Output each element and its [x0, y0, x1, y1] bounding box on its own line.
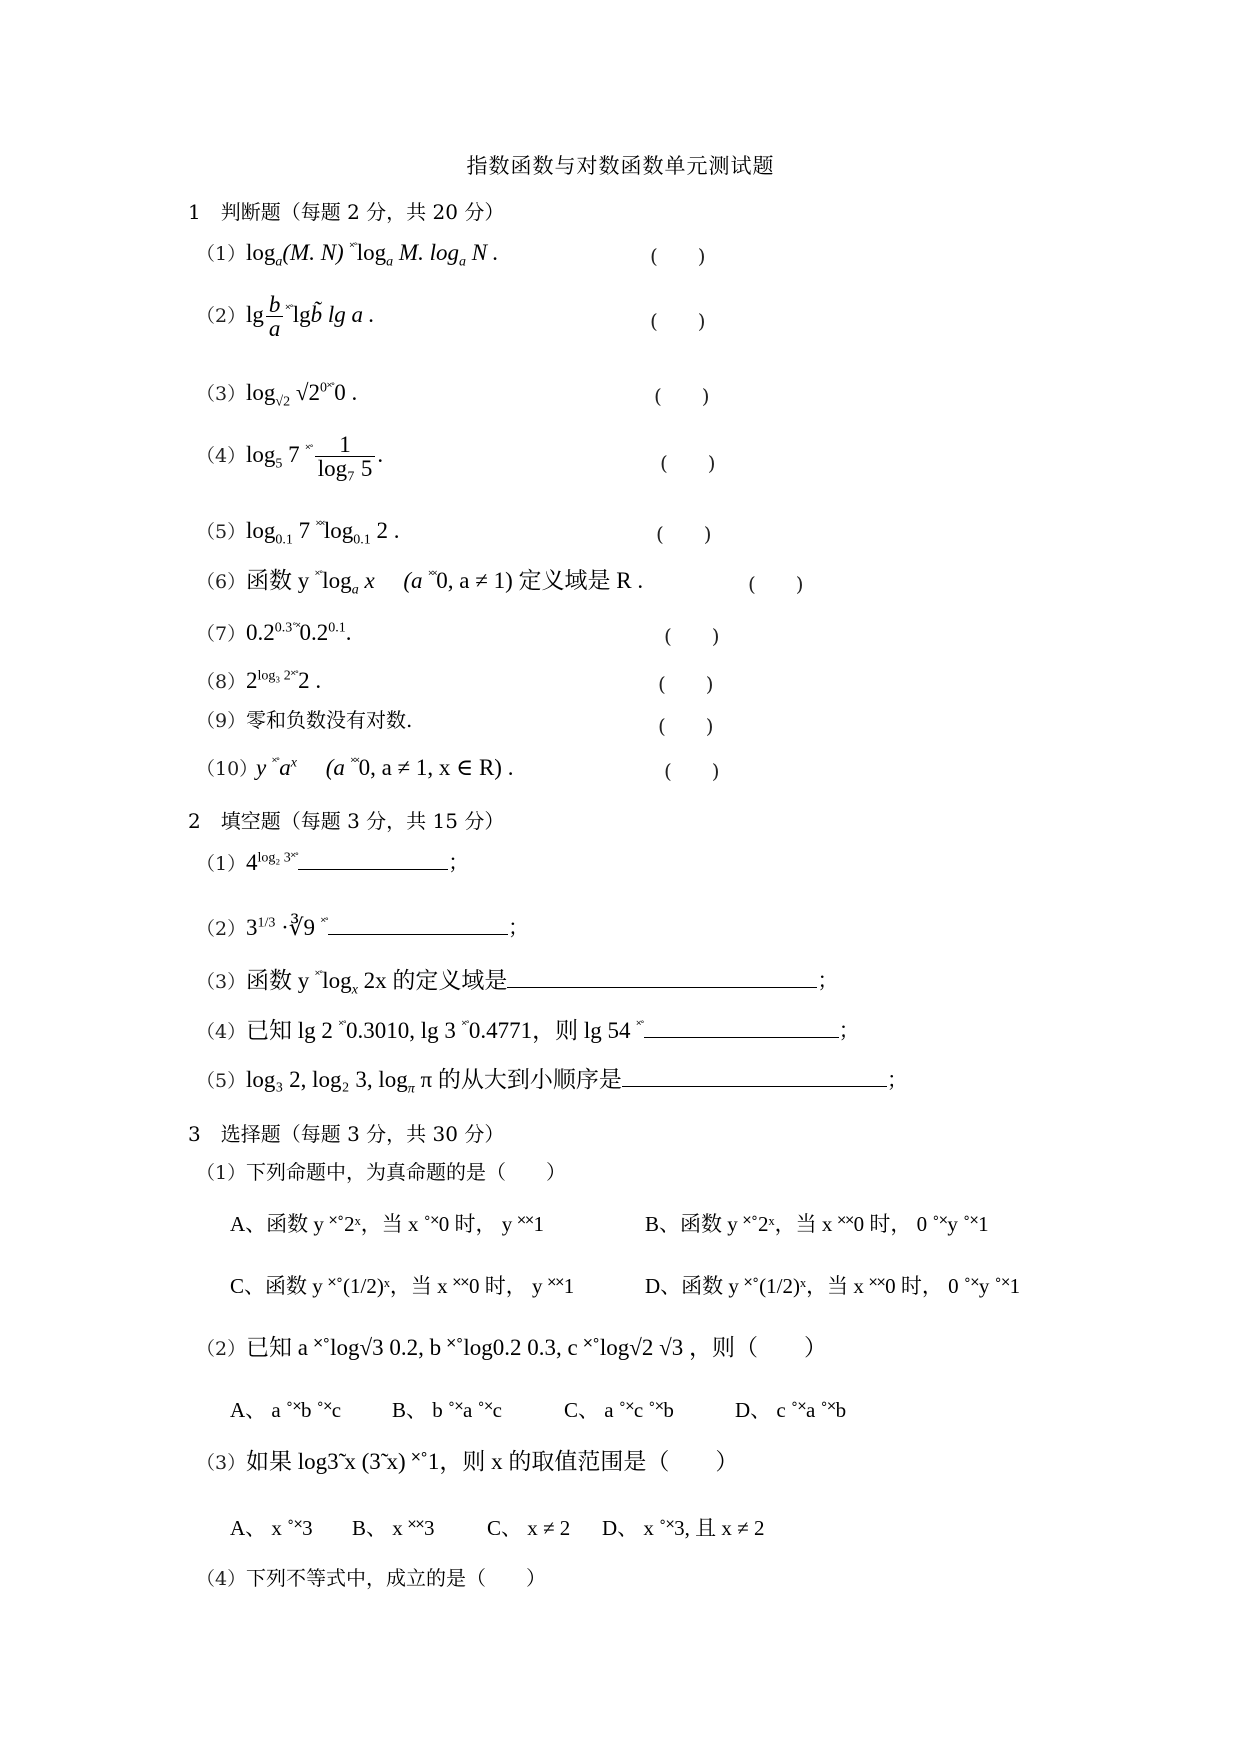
- choice-3-option-a[interactable]: A、 x ˚˟3: [230, 1516, 313, 1540]
- section-heading-fill: 2 填空题（每题 3 分，共 15 分）: [188, 809, 505, 833]
- judge-item-4: $(4)\log_5$ 7 ˟˚ $\frac{1}{\text{log₇ 5}}$ .: [196, 432, 384, 481]
- answer-paren-2[interactable]: ( ): [650, 309, 706, 333]
- choice-3-option-b[interactable]: B、 x ˟˟3: [352, 1516, 435, 1540]
- choice-1-option-a[interactable]: A、函数 y ˟˚2ˣ，当 x ˚˟0 时， y ˟˟1: [230, 1212, 545, 1236]
- answer-paren-6[interactable]: ( ): [748, 572, 804, 596]
- answer-paren-4[interactable]: ( ): [660, 451, 716, 475]
- fill-blank-2[interactable]: [328, 916, 508, 935]
- judge-item-10: （10）y $^{˟˚}a^x$ (a ˟˟0, a ≠ 1, x ∈ R) .: [196, 754, 514, 780]
- choice-item-3-stem: （3）如果 log3̃ x (3̃ x) ˟˚1，则 x 的取值范围是（ ）: [196, 1449, 739, 1474]
- fill-item-5: （5）log₃ 2, log₂ 3, $\log_\pi \pi$ 的从大到小顺序是 ；: [196, 1067, 908, 1097]
- choice-3-option-c[interactable]: C、 x ≠ 2: [487, 1516, 571, 1540]
- answer-paren-3[interactable]: ( ): [654, 384, 710, 408]
- judge-item-8: $(8)2^{log_3 2˟˚}2$ .: [196, 667, 322, 693]
- answer-paren-1[interactable]: ( ): [650, 244, 706, 268]
- judge-item-6: （6）函数 y $^{˟˚}\log_a$ x (a ˟˟0, a ≠ 1) 定义域是 R .: [196, 567, 644, 598]
- section-heading-choice: 3 选择题（每题 3 分，共 30 分）: [188, 1122, 505, 1146]
- answer-paren-8[interactable]: ( ): [658, 672, 714, 696]
- judge-item-7: $(7)0.2^{0.3˚˟}0.2^{0.1}$.: [196, 619, 352, 645]
- judge-item-2: （2）lg $\frac{b}{a}$ ˟˚lgb̃ lg a .: [196, 292, 375, 341]
- fill-item-1: $(1)4^{log_2 3˟˚}$ ；: [196, 849, 470, 875]
- choice-3-option-d[interactable]: D、 x ˚˟3, 且 x ≠ 2: [602, 1516, 765, 1540]
- choice-item-1-stem: （1）下列命题中，为真命题的是（ ）: [196, 1160, 566, 1184]
- fill-blank-4[interactable]: [644, 1019, 839, 1038]
- fill-blank-1[interactable]: [298, 851, 448, 870]
- judge-item-5: $(5)\log_{0.1}$ 7 $^{˟˟}\log_{0.1}$ 2 .: [196, 517, 400, 548]
- fill-item-2: $(2)3^{1/3}$ ·∛9 ˟˚ ；: [196, 914, 530, 940]
- judge-item-1: $(1)\log_a(M$. N) $^{˟˚}\log_a$ M. $\log_a N$ .: [196, 239, 499, 270]
- choice-1-option-c[interactable]: C、函数 y ˟˚(1/2)ˣ，当 x ˟˟0 时， y ˟˟1: [230, 1274, 575, 1298]
- section-heading-judge: 1 判断题（每题 2 分，共 20 分）: [188, 200, 505, 224]
- answer-paren-9[interactable]: ( ): [658, 714, 714, 738]
- fill-blank-5[interactable]: [622, 1068, 887, 1087]
- fill-item-3: （3）函数 y $^{˟˚}\log_x$ 2x 的定义域是 ；: [196, 967, 839, 998]
- answer-paren-7[interactable]: ( ): [664, 624, 720, 648]
- choice-2-option-a[interactable]: A、 a ˚˟b ˚˟c: [230, 1398, 342, 1422]
- choice-2-option-d[interactable]: D、 c ˚˟a ˚˟b: [735, 1398, 847, 1422]
- answer-paren-10[interactable]: ( ): [664, 759, 720, 783]
- choice-2-option-b[interactable]: B、 b ˚˟a ˚˟c: [392, 1398, 502, 1422]
- choice-1-option-d[interactable]: D、函数 y ˟˚(1/2)ˣ，当 x ˟˟0 时， 0 ˚˟y ˚˟1: [645, 1274, 1021, 1298]
- page-title: 指数函数与对数函数单元测试题: [466, 154, 775, 178]
- choice-item-4-stem: （4）下列不等式中，成立的是（ ）: [196, 1566, 546, 1590]
- answer-paren-5[interactable]: ( ): [656, 522, 712, 546]
- judge-item-9: （9）零和负数没有对数.: [196, 708, 413, 732]
- choice-1-option-b[interactable]: B、函数 y ˟˚2ˣ，当 x ˟˟0 时， 0 ˚˟y ˚˟1: [645, 1212, 989, 1236]
- fill-blank-3[interactable]: [507, 969, 817, 988]
- choice-2-option-c[interactable]: C、 a ˚˟c ˚˟b: [564, 1398, 674, 1422]
- fill-item-4: （4）已知 lg 2 ˟˚0.3010, lg 3 ˟˚0.4771，则 lg 54 ˟˚ ；: [196, 1017, 860, 1043]
- judge-item-3: $(3)\log_{√2}$ $√2^{0˟˚}0$ .: [196, 379, 358, 410]
- choice-item-2-stem: （2）已知 a ˟˚log√3 0.2, b ˟˚log0.2 0.3, c ˟˚log√2 √3 ，则（ ）: [196, 1335, 828, 1360]
